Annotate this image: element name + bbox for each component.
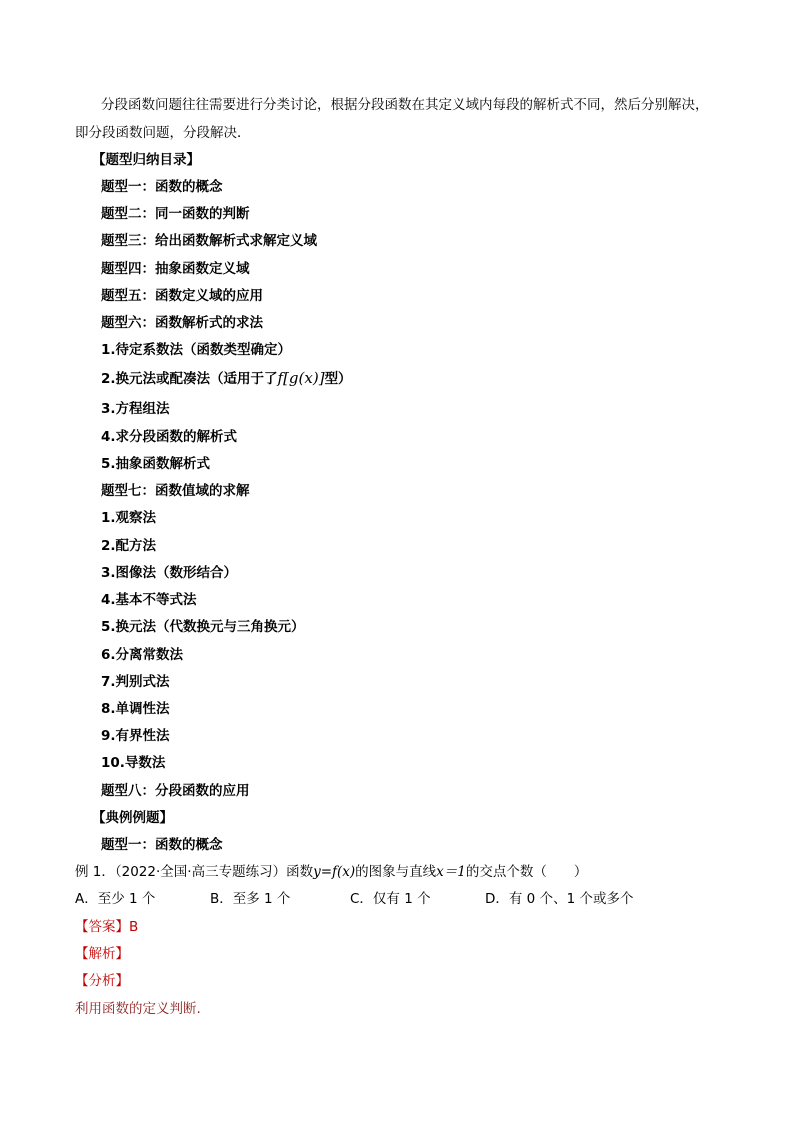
option-b: B．至多 1 个	[210, 891, 291, 907]
catalog-item-11: 5.抽象函数解析式	[101, 456, 211, 472]
catalog-item-8-text: 2.换元法或配凑法（适用于了	[101, 371, 278, 387]
examples-type-title: 题型一：函数的概念	[101, 837, 223, 853]
catalog-item-5: 题型五：函数定义域的应用	[101, 288, 263, 304]
catalog-item-21: 9.有界性法	[101, 728, 170, 744]
catalog-heading: 【题型归纳目录】	[92, 152, 200, 168]
catalog-item-8	[101, 368, 352, 389]
formula-fgx: f[g(x)]	[277, 369, 325, 387]
example-1-suffix: 的交点个数（ ）	[465, 864, 588, 880]
answer-label: 【答案】B	[75, 919, 139, 935]
example-1-question	[75, 862, 587, 882]
option-c: C．仅有 1 个	[350, 891, 431, 907]
catalog-item-10: 4.求分段函数的解析式	[101, 429, 238, 445]
analysis-label: 【解析】	[75, 946, 129, 962]
catalog-item-13: 1.观察法	[101, 510, 157, 526]
catalog-item-12: 题型七：函数值域的求解	[101, 483, 250, 499]
catalog-item-6: 题型六：函数解析式的求法	[101, 315, 263, 331]
catalog-item-1: 题型一：函数的概念	[101, 179, 223, 195]
catalog-item-20: 8.单调性法	[101, 701, 170, 717]
example-1-func: y=f(x)	[313, 864, 356, 880]
intro-line-2: 即分段函数问题，分段解决．	[75, 125, 251, 141]
example-1-prefix: 例 1．（2022·全国·高三专题练习）函数	[75, 864, 314, 880]
option-a: A．至少 1 个	[75, 891, 156, 907]
catalog-item-3: 题型三：给出函数解析式求解定义域	[101, 233, 317, 249]
catalog-item-4: 题型四：抽象函数定义域	[101, 261, 250, 277]
catalog-item-23: 题型八：分段函数的应用	[101, 783, 250, 799]
catalog-item-14: 2.配方法	[101, 538, 157, 554]
catalog-item-15: 3.图像法（数形结合）	[101, 565, 238, 581]
example-1-line: x＝1	[436, 864, 466, 880]
catalog-item-19: 7.判别式法	[101, 674, 170, 690]
catalog-item-22: 10.导数法	[101, 755, 166, 771]
intro-line-1: 分段函数问题往往需要进行分类讨论，根据分段函数在其定义域内每段的解析式不同，然后分别解决，	[101, 97, 709, 113]
explanation-text: 利用函数的定义判断.	[75, 1001, 201, 1017]
catalog-item-2: 题型二：同一函数的判断	[101, 206, 250, 222]
catalog-item-16: 4.基本不等式法	[101, 592, 197, 608]
example-1-mid: 的图象与直线	[355, 864, 437, 880]
option-d: D．有 0 个、1 个或多个	[485, 891, 634, 907]
fenxi-label: 【分析】	[75, 973, 129, 989]
catalog-item-18: 6.分离常数法	[101, 647, 184, 663]
examples-heading: 【典例例题】	[92, 810, 173, 826]
catalog-item-17: 5.换元法（代数换元与三角换元）	[101, 619, 305, 635]
catalog-item-9: 3.方程组法	[101, 401, 170, 417]
catalog-item-7: 1.待定系数法（函数类型确定）	[101, 342, 292, 358]
catalog-item-8-suffix: 型）	[324, 371, 352, 387]
